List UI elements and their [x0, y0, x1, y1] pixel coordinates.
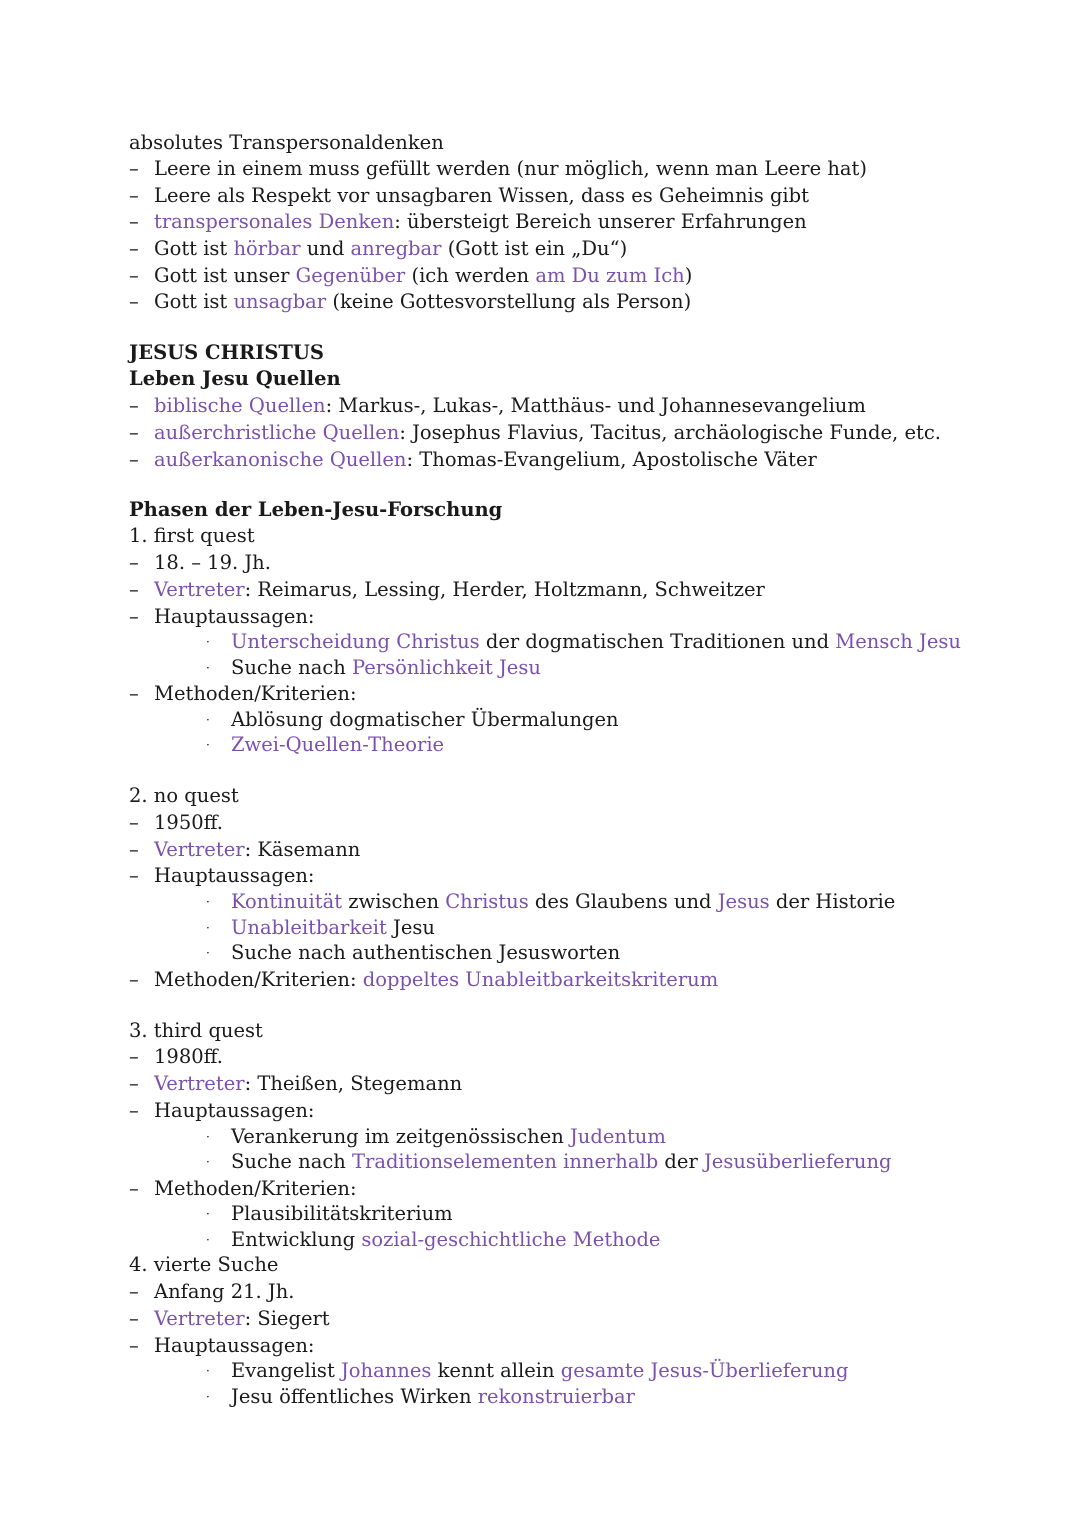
text-segment: der	[658, 1150, 704, 1173]
bullet-dot-icon: ·	[206, 1155, 210, 1169]
dash-marker: –	[129, 682, 139, 705]
dash-list-text	[154, 580, 765, 600]
dash-marker: –	[129, 1045, 139, 1068]
dash-marker: –	[129, 394, 139, 417]
highlighted-term: doppeltes Unableitbarkeitskriterum	[362, 968, 719, 991]
dash-list-text	[154, 396, 866, 416]
highlighted-term: Unterscheidung Christus	[231, 630, 480, 653]
text-line	[129, 1021, 263, 1041]
text-segment: Plausibilitätskriterium	[231, 1202, 453, 1225]
text-segment: : übersteigt Bereich unserer Erfahrungen	[394, 210, 807, 233]
dash-marker: –	[129, 1280, 139, 1303]
text-line	[129, 1255, 278, 1275]
dash-list-text	[154, 553, 271, 573]
highlighted-term: Mensch Jesu	[835, 630, 961, 653]
highlighted-term: Kontinuität	[231, 890, 343, 913]
bullet-list-text	[231, 892, 895, 912]
dash-marker: –	[129, 1334, 139, 1357]
text-segment: Leere in einem muss gefüllt werden (nur möglich, wenn man Leere hat)	[154, 157, 867, 180]
text-segment: : Josephus Flavius, Tacitus, archäologische Funde, etc.	[399, 421, 941, 444]
text-segment: Anfang 21. Jh.	[154, 1280, 295, 1303]
text-segment: 2. no quest	[129, 784, 239, 807]
highlighted-term: Zwei-Quellen-Theorie	[231, 733, 445, 756]
bullet-list-text	[231, 1387, 635, 1407]
dash-marker: –	[129, 290, 139, 313]
highlighted-term: transpersonales Denken	[154, 210, 395, 233]
text-segment: Methoden/Kriterien:	[154, 1177, 357, 1200]
text-segment: Entwicklung	[231, 1228, 362, 1251]
dash-list-text	[154, 159, 867, 179]
dash-list-text	[154, 970, 718, 990]
bullet-dot-icon: ·	[206, 1364, 210, 1378]
dash-list-text	[154, 813, 223, 833]
bullet-list-text	[231, 1204, 453, 1224]
text-segment: Hauptaussagen:	[154, 1099, 315, 1122]
bullet-list-text	[231, 658, 541, 678]
text-segment: : Theißen, Stegemann	[244, 1072, 463, 1095]
text-segment: Gott ist unser	[154, 264, 296, 287]
highlighted-term: Johannes	[340, 1359, 432, 1382]
highlighted-term: rekonstruierbar	[477, 1385, 635, 1408]
dash-marker: –	[129, 1099, 139, 1122]
text-segment: 1. first quest	[129, 524, 255, 547]
bullet-dot-icon: ·	[206, 895, 210, 909]
dash-list-text	[154, 1047, 223, 1067]
text-segment: Jesu öffentliches Wirken	[231, 1385, 478, 1408]
text-line	[129, 133, 444, 153]
highlighted-term: Vertreter	[154, 1072, 245, 1095]
bullet-dot-icon: ·	[206, 713, 210, 727]
text-segment: : Siegert	[244, 1307, 330, 1330]
text-segment: Hauptaussagen:	[154, 605, 315, 628]
highlighted-term: sozial-geschichtliche Methode	[361, 1228, 661, 1251]
text-segment: Suche nach	[231, 656, 352, 679]
text-segment: Ablösung dogmatischer Übermalungen	[231, 708, 619, 731]
bullet-list-text	[231, 735, 444, 755]
dash-list-text	[154, 266, 692, 286]
highlighted-term: Judentum	[569, 1125, 666, 1148]
bullet-list-text	[231, 1152, 892, 1172]
text-segment: und	[300, 237, 351, 260]
bullet-list-text	[231, 632, 961, 652]
bullet-list-text	[231, 1230, 660, 1250]
bullet-dot-icon: ·	[206, 921, 210, 935]
bullet-dot-icon: ·	[206, 738, 210, 752]
text-segment: Evangelist	[231, 1359, 341, 1382]
dash-marker: –	[129, 210, 139, 233]
highlighted-term: gesamte Jesus-Überlieferung	[560, 1359, 849, 1382]
section-heading	[129, 369, 341, 389]
highlighted-term: Unableitbarkeit	[231, 916, 387, 939]
dash-list-text	[154, 1282, 295, 1302]
dash-list-text	[154, 239, 627, 259]
text-segment: Gott ist	[154, 290, 234, 313]
text-segment: (ich werden	[405, 264, 536, 287]
text-segment: JESUS CHRISTUS	[129, 341, 324, 364]
bullet-list-text	[231, 918, 435, 938]
text-segment: 1980ff.	[154, 1045, 223, 1068]
dash-list-text	[154, 186, 809, 206]
dash-marker: –	[129, 448, 139, 471]
text-line	[129, 786, 239, 806]
bullet-dot-icon: ·	[206, 1207, 210, 1221]
bullet-dot-icon: ·	[206, 635, 210, 649]
dash-list-text	[154, 1336, 315, 1356]
dash-list-text	[154, 423, 941, 443]
dash-list-text	[154, 450, 817, 470]
highlighted-term: Jesusüberlieferung	[703, 1150, 892, 1173]
text-segment: Suche nach	[231, 1150, 352, 1173]
highlighted-term: am Du zum Ich	[535, 264, 685, 287]
dash-marker: –	[129, 551, 139, 574]
text-segment: der dogmatischen Traditionen und	[479, 630, 836, 653]
dash-marker: –	[129, 157, 139, 180]
text-segment: : Markus-, Lukas-, Matthäus- und Johannesevangelium	[325, 394, 866, 417]
dash-list-text	[154, 684, 357, 704]
bullet-list-text	[231, 710, 619, 730]
highlighted-term: Vertreter	[154, 578, 245, 601]
highlighted-term: Vertreter	[154, 1307, 245, 1330]
dash-marker: –	[129, 237, 139, 260]
text-segment: Jesu	[386, 916, 435, 939]
bullet-dot-icon: ·	[206, 1233, 210, 1247]
bullet-list-text	[231, 943, 620, 963]
dash-marker: –	[129, 1072, 139, 1095]
highlighted-term: hörbar	[233, 237, 301, 260]
highlighted-term: Jesus	[717, 890, 770, 913]
text-segment: : Thomas-Evangelium, Apostolische Väter	[406, 448, 817, 471]
bullet-dot-icon: ·	[206, 1130, 210, 1144]
bullet-list-text	[231, 1361, 848, 1381]
text-segment: Hauptaussagen:	[154, 1334, 315, 1357]
highlighted-term: Vertreter	[154, 838, 245, 861]
text-segment: 4. vierte Suche	[129, 1253, 279, 1276]
text-segment: 1950ff.	[154, 811, 223, 834]
dash-marker: –	[129, 1307, 139, 1330]
dash-marker: –	[129, 811, 139, 834]
text-segment: (Gott ist ein „Du“)	[441, 237, 628, 260]
dash-marker: –	[129, 264, 139, 287]
dash-marker: –	[129, 1177, 139, 1200]
dash-list-text	[154, 212, 807, 232]
highlighted-term: außerchristliche Quellen	[154, 421, 400, 444]
text-segment: Phasen der Leben-Jesu-Forschung	[129, 498, 503, 521]
text-line	[129, 526, 255, 546]
dash-marker: –	[129, 184, 139, 207]
text-segment: Suche nach authentischen Jesusworten	[231, 941, 621, 964]
section-heading	[129, 500, 502, 520]
text-segment: : Käsemann	[244, 838, 361, 861]
highlighted-term: unsagbar	[233, 290, 327, 313]
dash-list-text	[154, 607, 315, 627]
text-segment: absolutes Transpersonaldenken	[129, 131, 444, 154]
text-segment: Methoden/Kriterien:	[154, 968, 363, 991]
dash-marker: –	[129, 968, 139, 991]
text-segment: )	[684, 264, 693, 287]
text-segment: : Reimarus, Lessing, Herder, Holtzmann, Schweitzer	[244, 578, 765, 601]
dash-marker: –	[129, 578, 139, 601]
dash-marker: –	[129, 421, 139, 444]
section-heading	[129, 343, 324, 363]
text-segment: kennt allein	[431, 1359, 561, 1382]
text-segment: (keine Gottesvorstellung als Person)	[326, 290, 692, 313]
highlighted-term: Gegenüber	[295, 264, 406, 287]
dash-marker: –	[129, 605, 139, 628]
highlighted-term: Christus	[445, 890, 529, 913]
text-segment: Gott ist	[154, 237, 234, 260]
highlighted-term: Persönlichkeit Jesu	[352, 656, 541, 679]
dash-list-text	[154, 1101, 315, 1121]
bullet-list-text	[231, 1127, 666, 1147]
text-segment: Methoden/Kriterien:	[154, 682, 357, 705]
text-segment: des Glaubens und	[528, 890, 718, 913]
dash-list-text	[154, 840, 360, 860]
highlighted-term: Traditionselementen innerhalb	[352, 1150, 659, 1173]
dash-marker: –	[129, 838, 139, 861]
text-segment: zwischen	[342, 890, 446, 913]
bullet-dot-icon: ·	[206, 1390, 210, 1404]
bullet-dot-icon: ·	[206, 661, 210, 675]
highlighted-term: außerkanonische Quellen	[154, 448, 407, 471]
bullet-dot-icon: ·	[206, 946, 210, 960]
highlighted-term: anregbar	[350, 237, 442, 260]
text-segment: 3. third quest	[129, 1019, 263, 1042]
dash-list-text	[154, 1074, 462, 1094]
text-segment: der Historie	[769, 890, 896, 913]
dash-marker: –	[129, 864, 139, 887]
dash-list-text	[154, 292, 691, 312]
highlighted-term: biblische Quellen	[154, 394, 326, 417]
dash-list-text	[154, 1309, 330, 1329]
dash-list-text	[154, 1179, 357, 1199]
text-segment: Verankerung im zeitgenössischen	[231, 1125, 570, 1148]
text-segment: Leere als Respekt vor unsagbaren Wissen, dass es Geheimnis gibt	[154, 184, 809, 207]
text-segment: 18. – 19. Jh.	[154, 551, 271, 574]
text-segment: Hauptaussagen:	[154, 864, 315, 887]
text-segment: Leben Jesu Quellen	[129, 367, 341, 390]
dash-list-text	[154, 866, 315, 886]
